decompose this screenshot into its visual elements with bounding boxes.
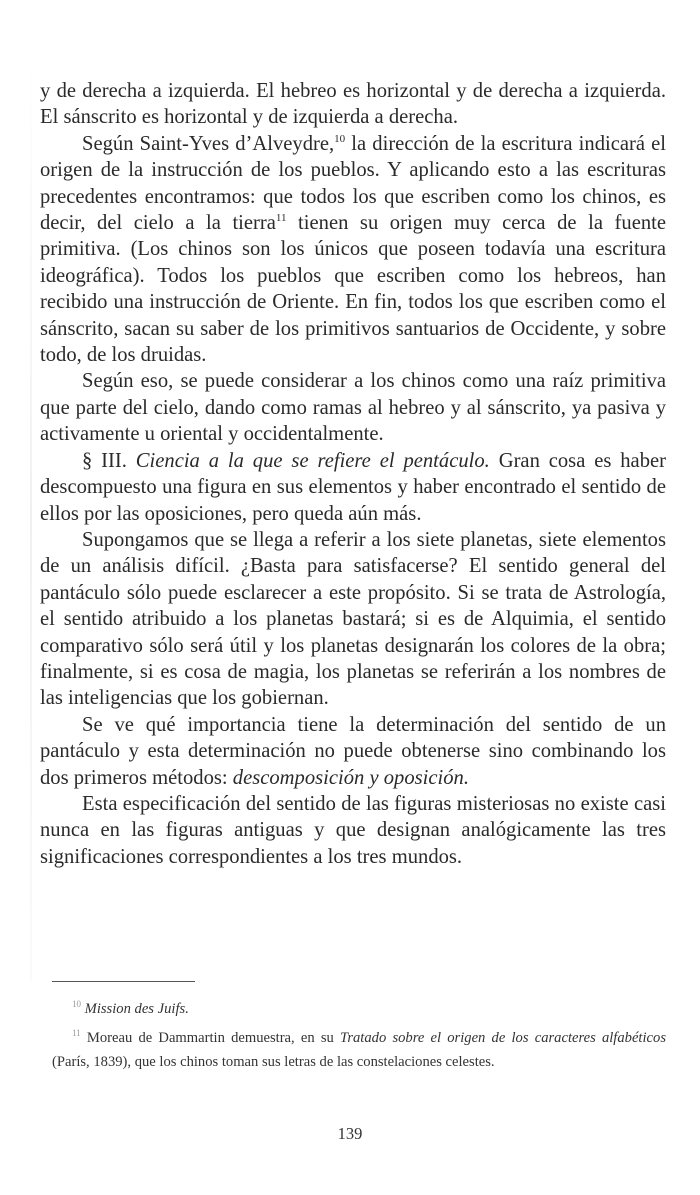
footnote-ref-10[interactable]: 10 (334, 132, 346, 145)
footnote-11: $^{11}$ Moreau de Dammartin demuestra, en su Tratado sobre el origen de los caracteres alfabéticos (París, 1839), que los chinos toman sus letras de las constelaciones celestes. (52, 1028, 666, 1070)
footnote-10: $^{10}$ Mission des Juifs. (72, 999, 189, 1017)
binding-shadow (30, 50, 32, 980)
section-heading: Ciencia a la que se refiere el pentáculo. (135, 449, 490, 472)
paragraph-7: Esta especificación del sentido de las figuras misteriosas no existe casi nunca en las figuras antiguas y que designan analógicamente las tres significaciones correspondientes a los tres mundos. (40, 792, 666, 868)
paragraph-3: Según eso, se puede considerar a los chinos como una raíz primitiva que parte del cielo, dando como ramas al hebreo y al sánscrito, ya pasiva y activamente u oriental y occidentalmente. (40, 370, 666, 446)
paragraph-6: Se ve qué importancia tiene la determinación del sentido de un pantáculo y esta determinación no puede obtenerse sino combinando los dos primeros métodos: descomposición y oposición. (40, 713, 666, 789)
footnote-ref-11[interactable]: 11 (275, 212, 287, 225)
paragraph-5: Supongamos que se llega a referir a los siete planetas, siete elementos de un análisis difícil. ¿Basta para satisfacerse? El sentido general del pantáculo sólo puede esclarecer a este propósito. Si se trata de Astrología, el sentido atribuido a los planetas bastará; si es de Alquimia, el sentido comparativo sólo será útil y los planetas designarán los colores de la obra; finalmente, si es cosa de magia, los planetas se referirán a los nombres de las inteligencias que los gobiernan. (40, 528, 666, 710)
page-number: 139 (337, 1124, 363, 1143)
page-body (40, 78, 666, 870)
section-number: § III. (82, 449, 127, 472)
paragraph-2: Según Saint-Yves d’Alveydre,$^{10}$ la dirección de la escritura indicará el origen de la instrucción de los pueblos. Y aplicando esto a las escrituras precedentes encontramos: que todos los que escriben como los chinos, es decir, del cielo a la tierra$^{11}$ tienen su origen muy cerca de la fuente primitiva. (Los chinos son los únicos que poseen todavía una escritura ideográfica). Todos los pueblos que escriben como los hebreos, han recibido una instrucción de Oriente. En fin, todos los que escriben como el sánscrito, sacan su saber de los primitivos santuarios de Occidente, y sobre todo, de los druidas. (40, 132, 666, 367)
footnote-rule (52, 981, 195, 982)
paragraph-1: y de derecha a izquierda. El hebreo es horizontal y de derecha a izquierda. El sánscrito es horizontal y de izquierda a derecha. (40, 80, 666, 129)
paragraph-4: § III. Ciencia a la que se refiere el pentáculo. Gran cosa es haber descompuesto una figura en sus elementos y haber encontrado el sentido de ellos por las oposiciones, pero queda aún más. (40, 449, 666, 525)
footnotes (52, 992, 666, 1074)
